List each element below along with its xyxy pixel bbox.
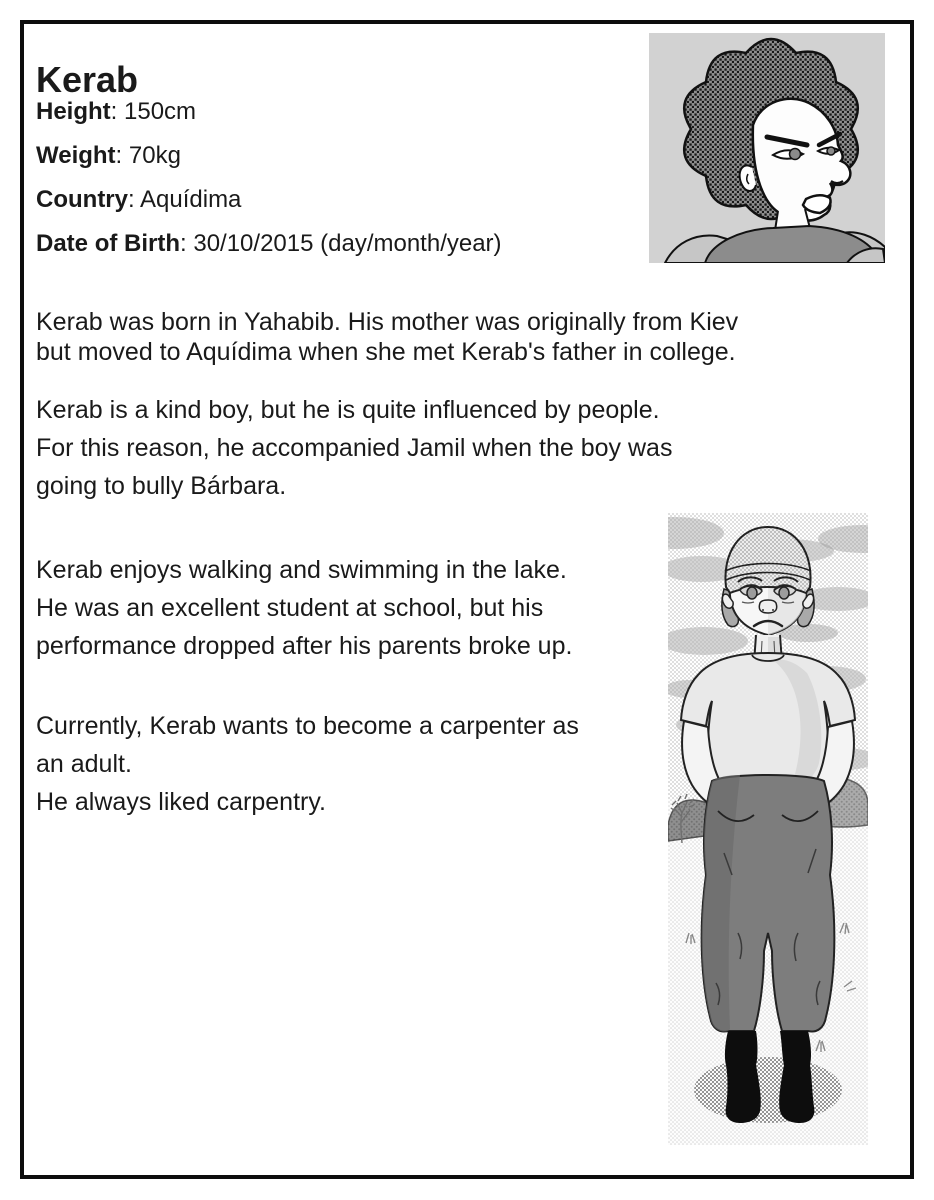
bio-line: He always liked carpentry. <box>36 788 326 816</box>
bio-line: going to bully Bárbara. <box>36 472 287 500</box>
right-iris <box>827 147 835 155</box>
stats-list <box>36 90 502 266</box>
bio-line: but moved to Aquídima when she met Kerab's father in college. <box>36 338 736 366</box>
stat-row-dob <box>36 222 502 266</box>
left-iris <box>790 149 801 160</box>
bio-line: Currently, Kerab wants to become a carpenter as <box>36 712 579 740</box>
bio-line: Kerab is a kind boy, but he is quite influenced by people. <box>36 396 660 424</box>
stat-label: Height <box>36 98 111 125</box>
bio-line: an adult. <box>36 750 132 778</box>
left-boot <box>725 1031 761 1123</box>
stat-value: 150cm <box>124 98 197 125</box>
portrait-image <box>649 33 885 263</box>
bio-line: Kerab enjoys walking and swimming in the lake. <box>36 556 567 584</box>
mouth <box>803 195 831 213</box>
stat-value: 70kg <box>128 142 181 169</box>
bio-paragraph-personality <box>36 391 672 505</box>
stat-label: Weight <box>36 142 116 169</box>
stat-separator: : <box>180 230 194 257</box>
fullbody-image <box>668 513 868 1145</box>
stat-separator: : <box>128 186 141 213</box>
bio-paragraph-future <box>36 707 579 821</box>
portrait-illustration <box>649 33 885 263</box>
stat-label: Country <box>36 186 128 213</box>
bio-line: performance dropped after his parents broke up. <box>36 632 573 660</box>
stat-row-height <box>36 90 502 134</box>
nose <box>759 600 776 613</box>
bio-line: He was an excellent student at school, but his <box>36 594 544 622</box>
left-iris <box>747 587 757 599</box>
stat-value: Aquídima <box>140 186 242 213</box>
stat-row-weight <box>36 134 502 178</box>
bio-line: Kerab was born in Yahabib. His mother was originally from Kiev <box>36 308 739 336</box>
stat-label: Date of Birth <box>36 230 180 257</box>
right-iris <box>779 587 789 599</box>
bio-paragraph-hobbies <box>36 551 572 665</box>
stat-separator: : <box>115 142 129 169</box>
bio-line: For this reason, he accompanied Jamil when the boy was <box>36 434 673 462</box>
shadow <box>694 1057 842 1123</box>
profile-title: Kerab <box>36 59 139 101</box>
bio-paragraph-origin <box>36 307 738 367</box>
stat-row-country <box>36 178 502 222</box>
stat-value: 30/10/2015 (day/month/year) <box>193 230 502 257</box>
stat-separator: : <box>110 98 125 125</box>
fullbody-illustration <box>668 513 868 1145</box>
right-boot <box>779 1031 814 1123</box>
